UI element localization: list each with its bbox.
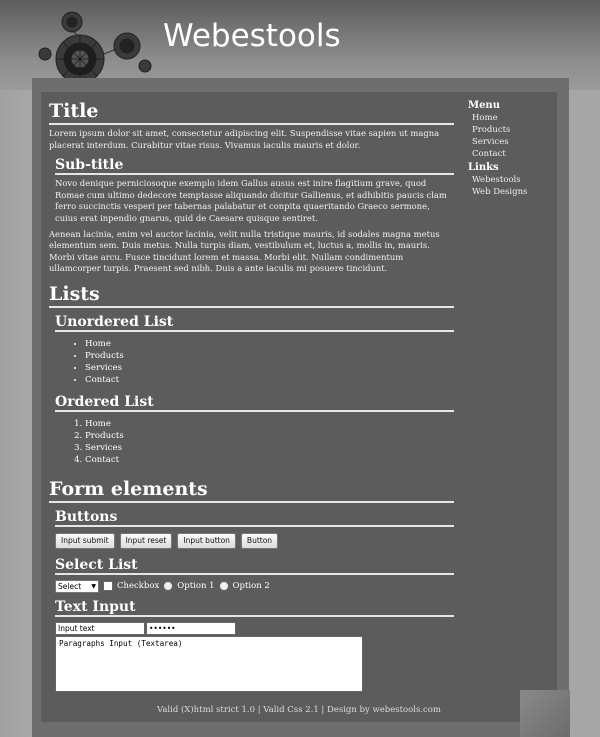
links-title: Links <box>468 162 499 173</box>
sidebar <box>468 100 563 198</box>
button-row <box>55 533 454 549</box>
sidebar-link-webestools[interactable]: Webestools <box>472 175 521 185</box>
subtitle-heading: Sub-title <box>55 157 454 175</box>
chevron-down-icon: ▼ <box>91 582 96 590</box>
input-row <box>55 622 454 635</box>
text-input-heading: Text Input <box>55 599 454 617</box>
site-title: Webestools <box>163 18 341 54</box>
sidebar-link-web-designs[interactable]: Web Designs <box>472 187 528 197</box>
sidebar-item-products[interactable]: Products <box>472 125 511 135</box>
footer: Valid (X)html strict 1.0 | Valid Css 2.1 | Design by webestools.com <box>156 705 441 715</box>
checkbox[interactable] <box>103 581 113 591</box>
password-input[interactable]: •••••• <box>146 622 236 635</box>
select-value: Select <box>58 581 82 591</box>
ordered-heading: Ordered List <box>55 394 454 412</box>
radio-option-2[interactable] <box>219 581 229 591</box>
subtitle-paragraph: Novo denique perniciosoque exemplo idem Gallus ausus est inire flagitium grave, quod Romae cum ultimo dedecore temptasse aliquando dicitur Gallienus, et adhibitis paucis clam ferro succinctis vesperi per tabernas palabatur et conpita quaeritando Graeco sermone, cuius erat inpendio gnarus, quid de Caesare quisque sentiret. <box>55 178 447 223</box>
radio-option-1[interactable] <box>163 581 173 591</box>
unordered-list <box>49 338 454 386</box>
page-title: Title <box>49 100 454 125</box>
select-row <box>55 580 454 593</box>
main-content <box>49 100 454 692</box>
plain-button[interactable]: Button <box>241 533 278 549</box>
body-paragraph: Aenean lacinia, enim vel auctor lacinia, velit nulla tristique mauris, id sodales magna metus elementum sem. Duis metus. Nulla turpis diam, vestibulum et, luctus a, mollis in, mauris. Morbi vitae arcu. Fusce tincidunt lorem et massa. Morbi elit. Nullam condimentum ullamcorper turpis. Praesent sed nibh. Duis a ante iaculis mi posuere tincidunt. <box>49 228 440 274</box>
unordered-heading: Unordered List <box>55 314 454 332</box>
sidebar-item-contact[interactable]: Contact <box>472 149 506 159</box>
menu-title: Menu <box>468 100 500 111</box>
list-item: 1. Home <box>85 418 454 430</box>
list-item: 2. Products <box>85 430 454 442</box>
option-2-label: Option 2 <box>232 581 270 592</box>
textarea[interactable]: Paragraphs Input (Textarea) <box>55 636 363 692</box>
checkbox-label: Checkbox <box>117 581 160 592</box>
list-item: • Home <box>85 338 454 350</box>
list-item: • Contact <box>85 374 454 386</box>
option-1-label: Option 1 <box>177 581 215 592</box>
reset-button[interactable]: Input reset <box>120 533 173 549</box>
list-item: 4. Contact <box>85 454 454 466</box>
list-item: • Services <box>85 362 454 374</box>
buttons-heading: Buttons <box>55 509 454 527</box>
input-button[interactable]: Input button <box>177 533 236 549</box>
ordered-list <box>49 418 454 466</box>
text-input[interactable]: Input text <box>55 622 145 635</box>
list-item: 3. Services <box>85 442 454 454</box>
select-heading: Select List <box>55 557 454 575</box>
sidebar-item-home[interactable]: Home <box>472 113 498 123</box>
submit-button[interactable]: Input submit <box>55 533 115 549</box>
intro-paragraph: Lorem ipsum dolor sit amet, consectetur adipiscing elit. Suspendisse vitae sapien ut magna placerat interdum. Curabitur vitae risus. Vivamus iaculis mauris et dolor. <box>49 128 440 150</box>
lists-heading: Lists <box>49 283 454 308</box>
form-heading: Form elements <box>49 478 454 503</box>
select-dropdown[interactable] <box>55 580 99 593</box>
sidebar-item-services[interactable]: Services <box>472 137 509 147</box>
list-item: • Products <box>85 350 454 362</box>
